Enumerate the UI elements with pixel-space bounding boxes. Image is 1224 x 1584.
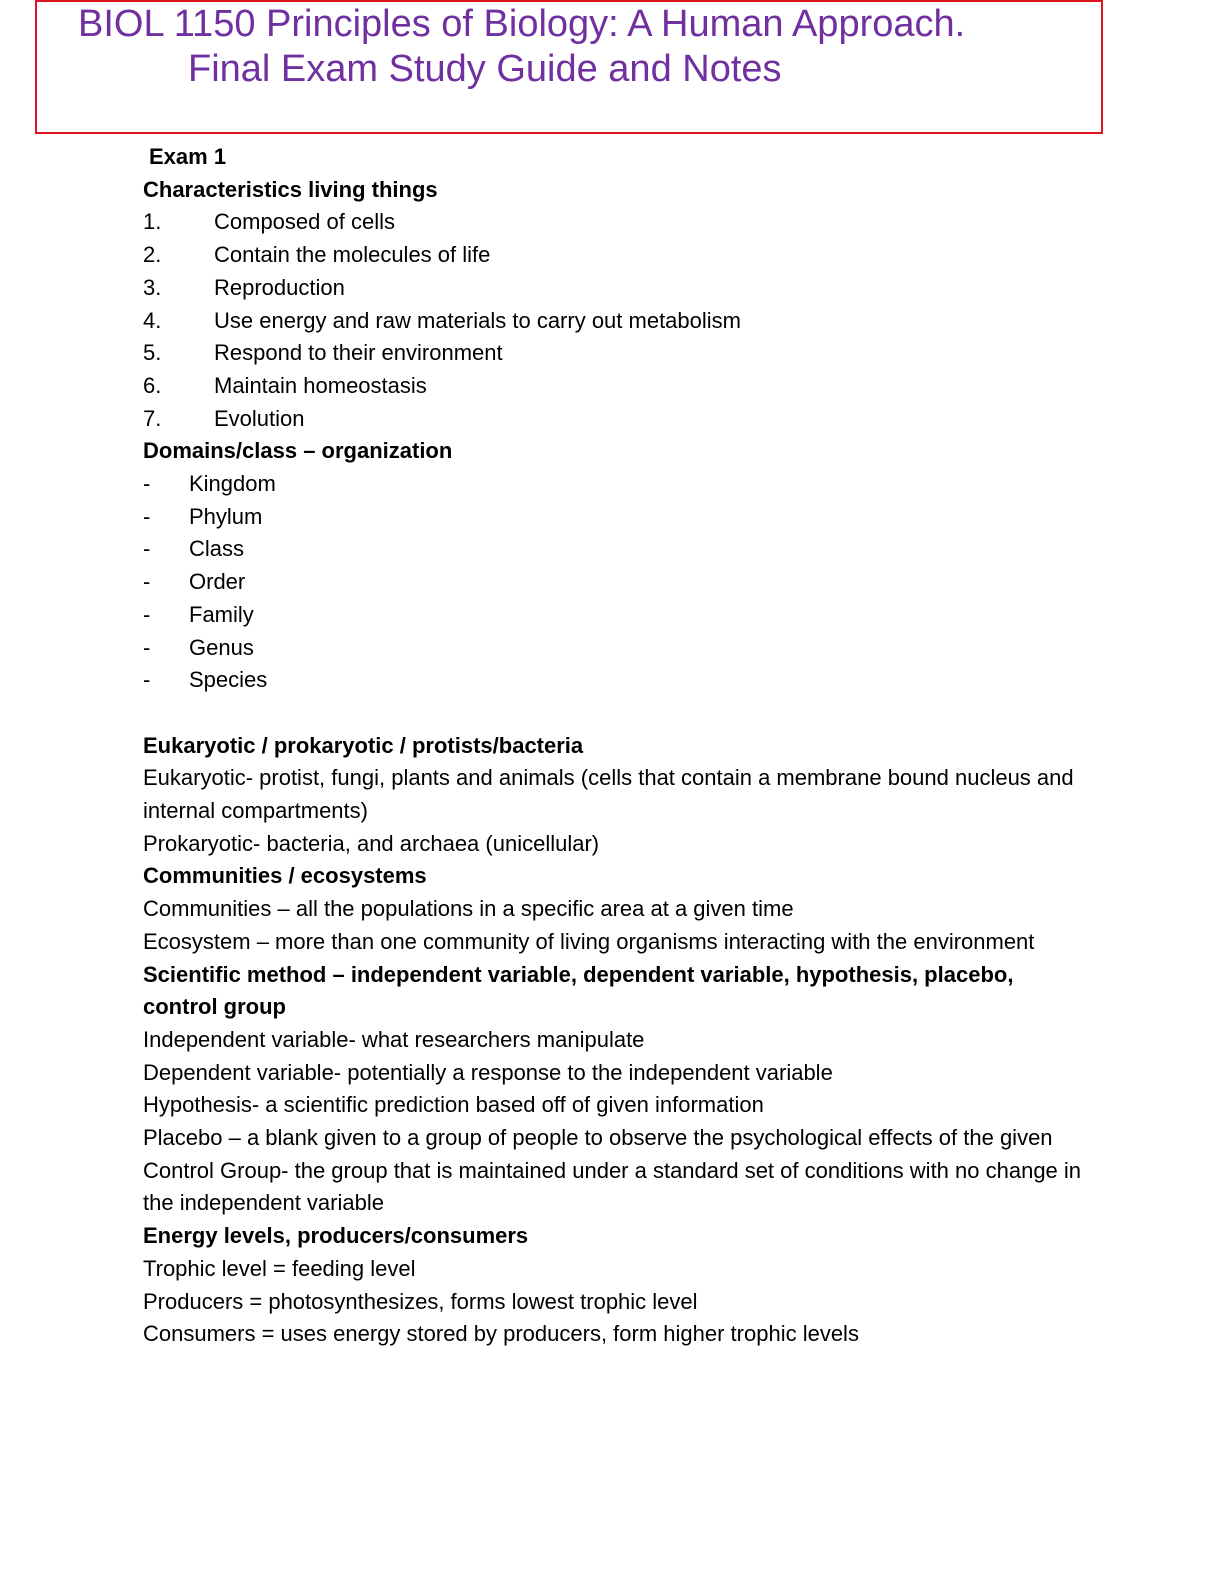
list-item <box>143 501 1083 534</box>
list-bullet: - <box>143 601 151 627</box>
list-bullet: - <box>143 471 151 497</box>
section-heading-eukaryotic: Eukaryotic / prokaryotic / protists/bacteria <box>143 732 584 758</box>
list-item-text: Use energy and raw materials to carry out metabolism <box>214 307 741 333</box>
list-item-text: Contain the molecules of life <box>214 242 491 268</box>
list-number: 7. <box>143 405 162 431</box>
notes-content <box>143 141 1083 1351</box>
list-item-text: Phylum <box>189 503 263 529</box>
note-paragraph: Trophic level = feeding level <box>143 1255 416 1281</box>
characteristics-list <box>143 206 1083 435</box>
note-paragraph: Producers = photosynthesizes, forms lowest trophic level <box>143 1288 698 1314</box>
list-bullet: - <box>143 569 151 595</box>
list-item <box>143 468 1083 501</box>
list-item-text: Species <box>189 667 268 693</box>
list-item <box>143 206 1083 239</box>
list-item-text: Order <box>189 569 246 595</box>
list-item <box>143 599 1083 632</box>
list-bullet: - <box>143 667 151 693</box>
blank-line <box>143 697 1083 730</box>
list-bullet: - <box>143 634 151 660</box>
list-item-text: Reproduction <box>214 274 345 300</box>
section-heading-energy: Energy levels, producers/consumers <box>143 1223 529 1249</box>
list-item-text: Evolution <box>214 405 305 431</box>
list-item-text: Composed of cells <box>214 209 395 235</box>
note-paragraph: Communities – all the populations in a specific area at a given time <box>143 896 794 922</box>
note-paragraph: Placebo – a blank given to a group of people to observe the psychological effects of the given <box>143 1125 1053 1151</box>
note-paragraph: Control Group- the group that is maintained under a standard set of conditions with no change in the independent variable <box>143 1157 1082 1216</box>
list-number: 4. <box>143 307 162 333</box>
list-number: 6. <box>143 372 162 398</box>
list-bullet: - <box>143 503 151 529</box>
list-item <box>143 566 1083 599</box>
section-heading-characteristics: Characteristics living things <box>143 176 438 202</box>
section-heading-scientific-method: Scientific method – independent variable, dependent variable, hypothesis, placebo, control group <box>143 961 1014 1020</box>
list-number: 5. <box>143 340 162 366</box>
list-number: 3. <box>143 274 162 300</box>
domains-list <box>143 468 1083 697</box>
note-paragraph: Prokaryotic- bacteria, and archaea (unicellular) <box>143 830 600 856</box>
list-item-text: Family <box>189 601 254 627</box>
list-item-text: Kingdom <box>189 471 276 497</box>
list-item-text: Genus <box>189 634 254 660</box>
list-number: 1. <box>143 209 162 235</box>
list-bullet: - <box>143 536 151 562</box>
list-number: 2. <box>143 242 162 268</box>
list-item <box>143 337 1083 370</box>
list-item <box>143 239 1083 272</box>
list-item <box>143 305 1083 338</box>
list-item <box>143 403 1083 436</box>
list-item <box>143 272 1083 305</box>
list-item <box>143 370 1083 403</box>
note-paragraph: Eukaryotic- protist, fungi, plants and animals (cells that contain a membrane bound nucleus and internal compartments) <box>143 765 1074 824</box>
list-item <box>143 533 1083 566</box>
list-item-text: Respond to their environment <box>214 340 503 366</box>
note-paragraph: Ecosystem – more than one community of living organisms interacting with the environment <box>143 928 1035 954</box>
list-item <box>143 632 1083 665</box>
document-title: BIOL 1150 Principles of Biology: A Human Approach. <box>78 3 966 45</box>
note-paragraph: Hypothesis- a scientific prediction based off of given information <box>143 1092 764 1118</box>
list-item <box>143 664 1083 697</box>
document-subtitle: Final Exam Study Guide and Notes <box>188 48 782 90</box>
exam-heading: Exam 1 <box>149 144 227 169</box>
note-paragraph: Independent variable- what researchers manipulate <box>143 1026 645 1052</box>
list-item-text: Maintain homeostasis <box>214 372 427 398</box>
section-heading-communities: Communities / ecosystems <box>143 863 427 889</box>
list-item-text: Class <box>189 536 245 562</box>
section-heading-domains: Domains/class – organization <box>143 438 453 464</box>
note-paragraph: Dependent variable- potentially a response to the independent variable <box>143 1059 833 1085</box>
note-paragraph: Consumers = uses energy stored by producers, form higher trophic levels <box>143 1321 859 1347</box>
